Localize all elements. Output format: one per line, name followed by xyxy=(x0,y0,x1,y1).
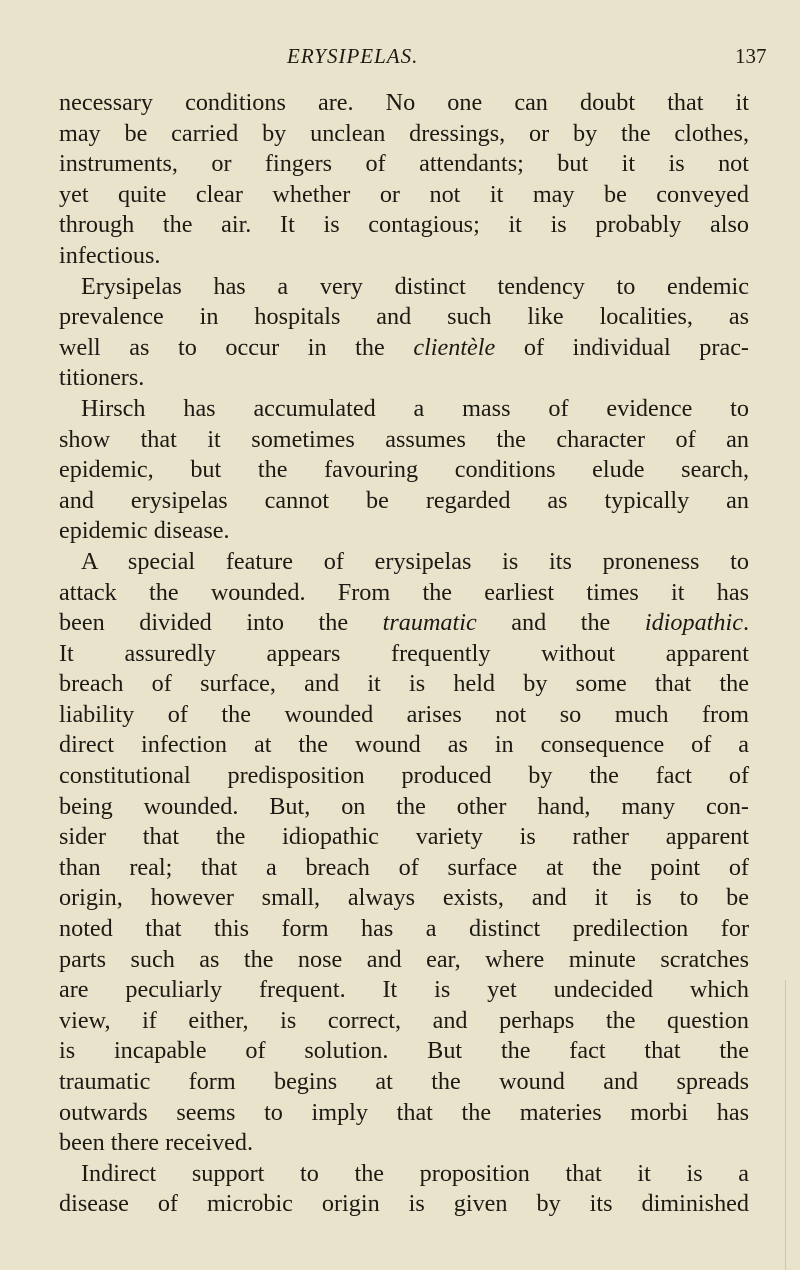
text-line: noted that this form has a distinct predilection for xyxy=(59,915,749,943)
text-line: traumatic form begins at the wound and spreads xyxy=(59,1068,749,1095)
page-header xyxy=(0,44,800,78)
text-line: yet quite clear whether or not it may be conveyed xyxy=(59,180,749,208)
text-line: Hirsch has accumulated a mass of evidence to xyxy=(81,394,749,422)
text-line: being wounded. But, on the other hand, many con- xyxy=(59,792,749,820)
text-line: origin, however small, always exists, and it is to be xyxy=(59,884,749,912)
text-span: and the xyxy=(476,609,645,637)
text-line: outwards seems to imply that the materies morbi has xyxy=(59,1098,749,1126)
text-line xyxy=(59,608,749,639)
text-line: direct infection at the wound as in consequence of a xyxy=(59,731,749,759)
text-line: Indirect support to the proposition that it is a xyxy=(81,1159,749,1187)
text-line: titioners. xyxy=(59,364,145,392)
text-line: show that it sometimes assumes the character of an xyxy=(59,425,749,453)
text-line: than real; that a breach of surface at the point of xyxy=(59,853,749,881)
text-line: through the air. It is contagious; it is probably also xyxy=(59,211,749,239)
text-line: sider that the idiopathic variety is rather apparent xyxy=(59,823,749,851)
text-line: A special feature of erysipelas is its proneness to xyxy=(81,547,749,575)
text-span: well as to occur in the xyxy=(59,333,414,361)
text-line: disease of microbic origin is given by its diminished xyxy=(59,1190,749,1218)
text-span: of individual prac- xyxy=(495,333,749,361)
text-span: . xyxy=(742,609,749,637)
italic-word: idiopathic xyxy=(644,609,743,637)
running-head: ERYSIPELAS. xyxy=(287,44,419,68)
text-line: instruments, or fingers of attendants; but it is not xyxy=(59,150,749,178)
text-line: prevalence in hospitals and such like localities, as xyxy=(59,303,749,331)
text-line: may be carried by unclean dressings, or by the clothes, xyxy=(59,119,749,147)
text-line: attack the wounded. From the earliest times it has xyxy=(59,578,749,606)
text-line: and erysipelas cannot be regarded as typically an xyxy=(59,486,749,514)
page-number: 137 xyxy=(735,44,767,68)
text-line: is incapable of solution. But the fact that the xyxy=(59,1037,749,1065)
text-line: been there received. xyxy=(59,1129,254,1157)
text-span: been divided into the xyxy=(59,609,383,637)
text-line xyxy=(59,333,749,364)
text-line: breach of surface, and it is held by some that the xyxy=(59,670,749,698)
text-line: infectious. xyxy=(59,241,161,269)
text-line: are peculiarly frequent. It is yet undecided which xyxy=(59,976,749,1004)
text-line: necessary conditions are. No one can doubt that it xyxy=(59,89,749,116)
text-line: parts such as the nose and ear, where minute scratches xyxy=(59,945,749,973)
text-line: epidemic disease. xyxy=(59,517,230,545)
page-edge xyxy=(785,980,800,1270)
italic-word: traumatic xyxy=(382,609,477,637)
text-line: constitutional predisposition produced by the fact of xyxy=(59,762,749,790)
text-line: It assuredly appears frequently without apparent xyxy=(59,639,749,667)
text-line: epidemic, but the favouring conditions elude search, xyxy=(59,456,749,484)
body-text xyxy=(59,88,749,1220)
italic-word: clientèle xyxy=(413,333,496,361)
text-line: Erysipelas has a very distinct tendency to endemic xyxy=(81,272,749,300)
text-line: view, if either, is correct, and perhaps the question xyxy=(59,1006,749,1034)
text-line: liability of the wounded arises not so much from xyxy=(59,700,749,728)
